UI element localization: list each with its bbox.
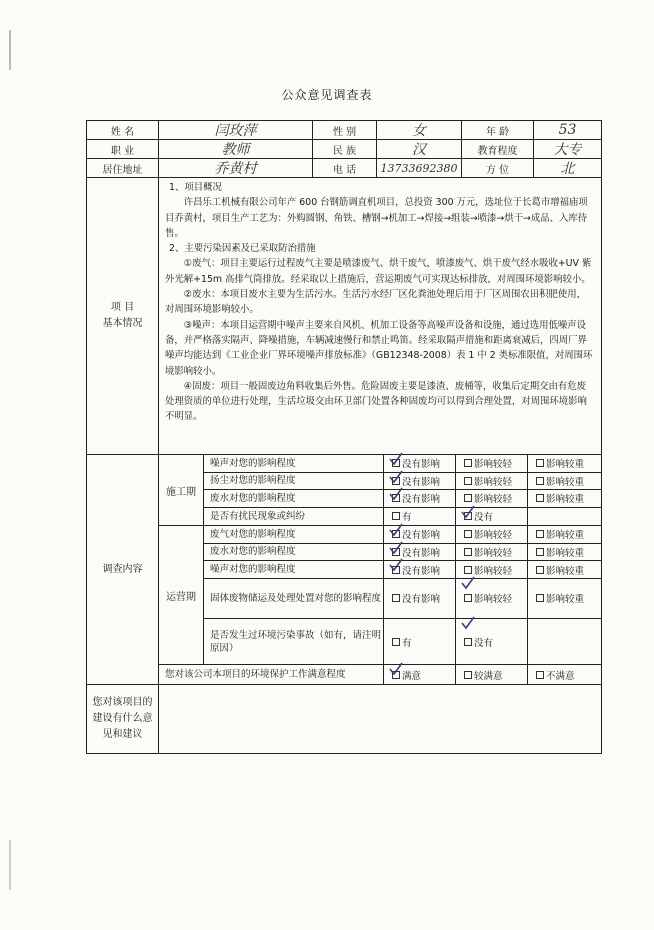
gender-value: 女 [377, 121, 462, 139]
survey-question: 废水对您的影响程度 [204, 544, 384, 561]
option-a[interactable] [384, 579, 456, 618]
dir-value: 北 [560, 161, 575, 177]
option-b[interactable] [456, 619, 528, 664]
survey-question: 固体废物储运及处理处置对您的影响程度 [204, 579, 384, 618]
handwritten-check-icon [460, 575, 476, 591]
option-c[interactable] [528, 473, 601, 490]
scan-mark [9, 840, 11, 890]
option-c[interactable] [528, 579, 601, 618]
checkbox-icon [464, 566, 472, 574]
project-section [87, 178, 601, 455]
option-b[interactable] [456, 579, 528, 618]
option-c[interactable] [528, 490, 601, 507]
option-label: 较满意 [474, 670, 503, 682]
edu-value: 大专 [553, 142, 582, 158]
handwritten-check-icon [388, 540, 404, 556]
addr-value: 乔黄村 [159, 159, 313, 177]
option-label: 没有影响 [402, 594, 441, 606]
checkbox-icon [536, 530, 544, 538]
option-label: 影响较重 [546, 565, 585, 577]
construction-block [159, 455, 601, 526]
handwritten-check-icon [388, 661, 404, 677]
satisfaction-row [159, 665, 601, 684]
checkbox-icon [536, 671, 544, 679]
construction-label: 施工期 [159, 455, 204, 525]
handwritten-check-icon [388, 469, 404, 485]
suggestion-label: 您对该项目的建设有什么意见和建议 [87, 685, 159, 753]
option-label: 影响较重 [546, 547, 585, 559]
checkbox-icon [536, 566, 544, 574]
para-5: ②废水：本项目废水主要为生活污水。生活污水经厂区化粪池处理后用于厂区周围农田积肥使用，对周围环境影响较小。 [165, 289, 586, 316]
option-c[interactable] [528, 561, 601, 578]
option-label: 影响较轻 [474, 530, 513, 542]
phone-label: 电 话 [313, 159, 377, 177]
name-label: 姓 名 [87, 121, 159, 139]
option-a[interactable] [384, 665, 456, 684]
checkbox-icon [392, 594, 400, 602]
handwritten-check-icon [460, 504, 476, 520]
option-c [528, 508, 601, 525]
job-label: 职 业 [87, 140, 159, 158]
operation-rows [204, 526, 601, 664]
option-label: 有 [402, 637, 412, 649]
satisfaction-question: 您对该公司本项目的环境保护工作满意程度 [159, 665, 384, 684]
para-2: 许昌乐工机械有限公司年产 600 台钢筋调直机项目，总投资 300 万元，选址位于长葛市增福庙项目乔黄村，项目生产工艺为：外购圆钢、角铁、槽钢→机加工→焊接→组装→喷漆→烘干→成品、入库待售。 [165, 197, 588, 239]
option-a[interactable] [384, 490, 456, 507]
option-label: 没有影响 [402, 565, 441, 577]
age-label: 年 龄 [462, 121, 534, 139]
survey-row [204, 561, 601, 579]
survey-section [87, 455, 601, 685]
option-label: 影响较重 [546, 594, 585, 606]
edu-label: 教育程度 [462, 140, 534, 158]
survey-question: 废气对您的影响程度 [204, 526, 384, 543]
option-b[interactable] [456, 508, 528, 525]
option-c[interactable] [528, 455, 601, 472]
option-a[interactable] [384, 619, 456, 664]
survey-body [159, 455, 601, 684]
option-label: 影响较轻 [474, 547, 513, 559]
option-a[interactable] [384, 561, 456, 578]
scan-mark [9, 30, 11, 70]
survey-question: 废水对您的影响程度 [204, 490, 384, 507]
handwritten-check-icon [388, 486, 404, 502]
option-label: 影响较轻 [474, 494, 513, 506]
survey-question: 噪声对您的影响程度 [204, 561, 384, 578]
checkbox-icon [464, 548, 472, 556]
option-label: 影响较轻 [474, 565, 513, 577]
option-label: 有 [402, 512, 412, 524]
handwritten-check-icon [388, 557, 404, 573]
option-c [528, 619, 601, 664]
gender-label: 性 别 [313, 121, 377, 139]
option-label: 影响较轻 [474, 476, 513, 488]
checkbox-icon [464, 459, 472, 467]
name-value: 闫玫萍 [159, 121, 313, 139]
checkbox-icon [392, 638, 400, 646]
suggestion-value[interactable] [159, 685, 601, 753]
ethnic-label: 民 族 [313, 140, 377, 158]
para-7: ④固废：项目一般固废边角料收集后外售。危险固废主要是漆渣、废桶等，收集后定期交由有危废处理资质的单位进行处理，生活垃圾交由环卫部门处置各种固废均可以得到合理处置，对周围环境影响不明显。 [165, 380, 587, 423]
survey-row [204, 490, 601, 508]
option-label: 不满意 [546, 670, 575, 682]
checkbox-icon [536, 548, 544, 556]
option-label: 没有影响 [402, 476, 441, 488]
option-label: 影响较重 [546, 494, 585, 506]
para-3: 2、主要污染因素及已采取防治措施 [169, 243, 316, 255]
operation-label: 运营期 [159, 526, 204, 664]
checkbox-icon [464, 530, 472, 538]
option-b[interactable] [456, 526, 528, 543]
checkbox-icon [536, 594, 544, 602]
survey-question: 是否有扰民现象或纠纷 [204, 508, 384, 525]
para-4: ①废气：项目主要运行过程废气主要是喷漆废气、烘干废气，喷漆废气、烘干废气经水吸收+UV 紫外光解+15m 高排气筒排放。经采取以上措施后，营运期废气可实现达标排放，对周围环境影响较小。 [165, 258, 592, 285]
job-value: 教师 [159, 140, 313, 158]
option-c[interactable] [528, 544, 601, 561]
dir-label: 方 位 [462, 159, 534, 177]
checkbox-icon [536, 477, 544, 485]
phone-value: 13733692380 [377, 159, 462, 177]
project-content [159, 178, 601, 454]
operation-block [159, 526, 601, 665]
option-label: 满意 [402, 670, 422, 682]
addr-label: 居住地址 [87, 159, 159, 177]
option-label: 影响较重 [546, 530, 585, 542]
project-label: 项 目 基本情况 [87, 178, 159, 454]
handwritten-check-icon [388, 522, 404, 538]
handwritten-check-icon [388, 451, 404, 467]
checkbox-icon [464, 594, 472, 602]
option-b[interactable] [456, 544, 528, 561]
option-c[interactable] [528, 665, 601, 684]
survey-row [204, 579, 601, 619]
info-row-1 [87, 121, 601, 140]
checkbox-icon [464, 638, 472, 646]
survey-row [204, 619, 601, 664]
option-label: 没有 [474, 637, 494, 649]
page-title: 公众意见调查表 [281, 88, 373, 102]
survey-table [86, 120, 602, 754]
checkbox-icon [464, 477, 472, 485]
option-label: 影响较轻 [474, 459, 513, 471]
option-label: 没有影响 [402, 494, 441, 506]
checkbox-icon [464, 671, 472, 679]
option-b[interactable] [456, 473, 528, 490]
checkbox-icon [536, 494, 544, 502]
checkbox-icon [536, 459, 544, 467]
option-c[interactable] [528, 526, 601, 543]
checkbox-icon [464, 494, 472, 502]
option-b[interactable] [456, 665, 528, 684]
option-label: 没有影响 [402, 530, 441, 542]
option-label: 没有影响 [402, 547, 441, 559]
info-row-2 [87, 140, 601, 159]
option-label: 没有影响 [402, 459, 441, 471]
para-1: 1、项目概况 [169, 182, 222, 193]
handwritten-check-icon [460, 615, 476, 631]
survey-question: 噪声对您的影响程度 [204, 455, 384, 472]
checkbox-icon [392, 512, 400, 520]
option-label: 影响较重 [546, 476, 585, 488]
construction-rows [204, 455, 601, 525]
survey-question: 扬尘对您的影响程度 [204, 473, 384, 490]
ethnic-value: 汉 [377, 140, 462, 158]
age-value: 53 [558, 122, 577, 138]
para-6: ③噪声：本项目运营期中噪声主要来自风机、机加工设备等高噪声设备和设施，通过选用低噪声设备，并严格落实隔声、降噪措施，车辆减速慢行和禁止鸣笛。经采取隔声措施和距离衰减后，四周厂界噪声均能达到《工业企业厂界环境噪声排放标准》（GB12348-2008）表 1 中 2 类标准限值，对周围环境影响较小。 [165, 319, 593, 377]
suggestion-section [87, 685, 601, 753]
survey-question: 是否发生过环境污染事故（如有，请注明原因） [204, 619, 384, 664]
option-label: 影响较轻 [474, 594, 513, 606]
option-label: 影响较重 [546, 459, 585, 471]
option-b[interactable] [456, 455, 528, 472]
info-row-3 [87, 159, 601, 178]
survey-label: 调查内容 [87, 455, 159, 684]
option-label: 没有 [474, 512, 494, 524]
